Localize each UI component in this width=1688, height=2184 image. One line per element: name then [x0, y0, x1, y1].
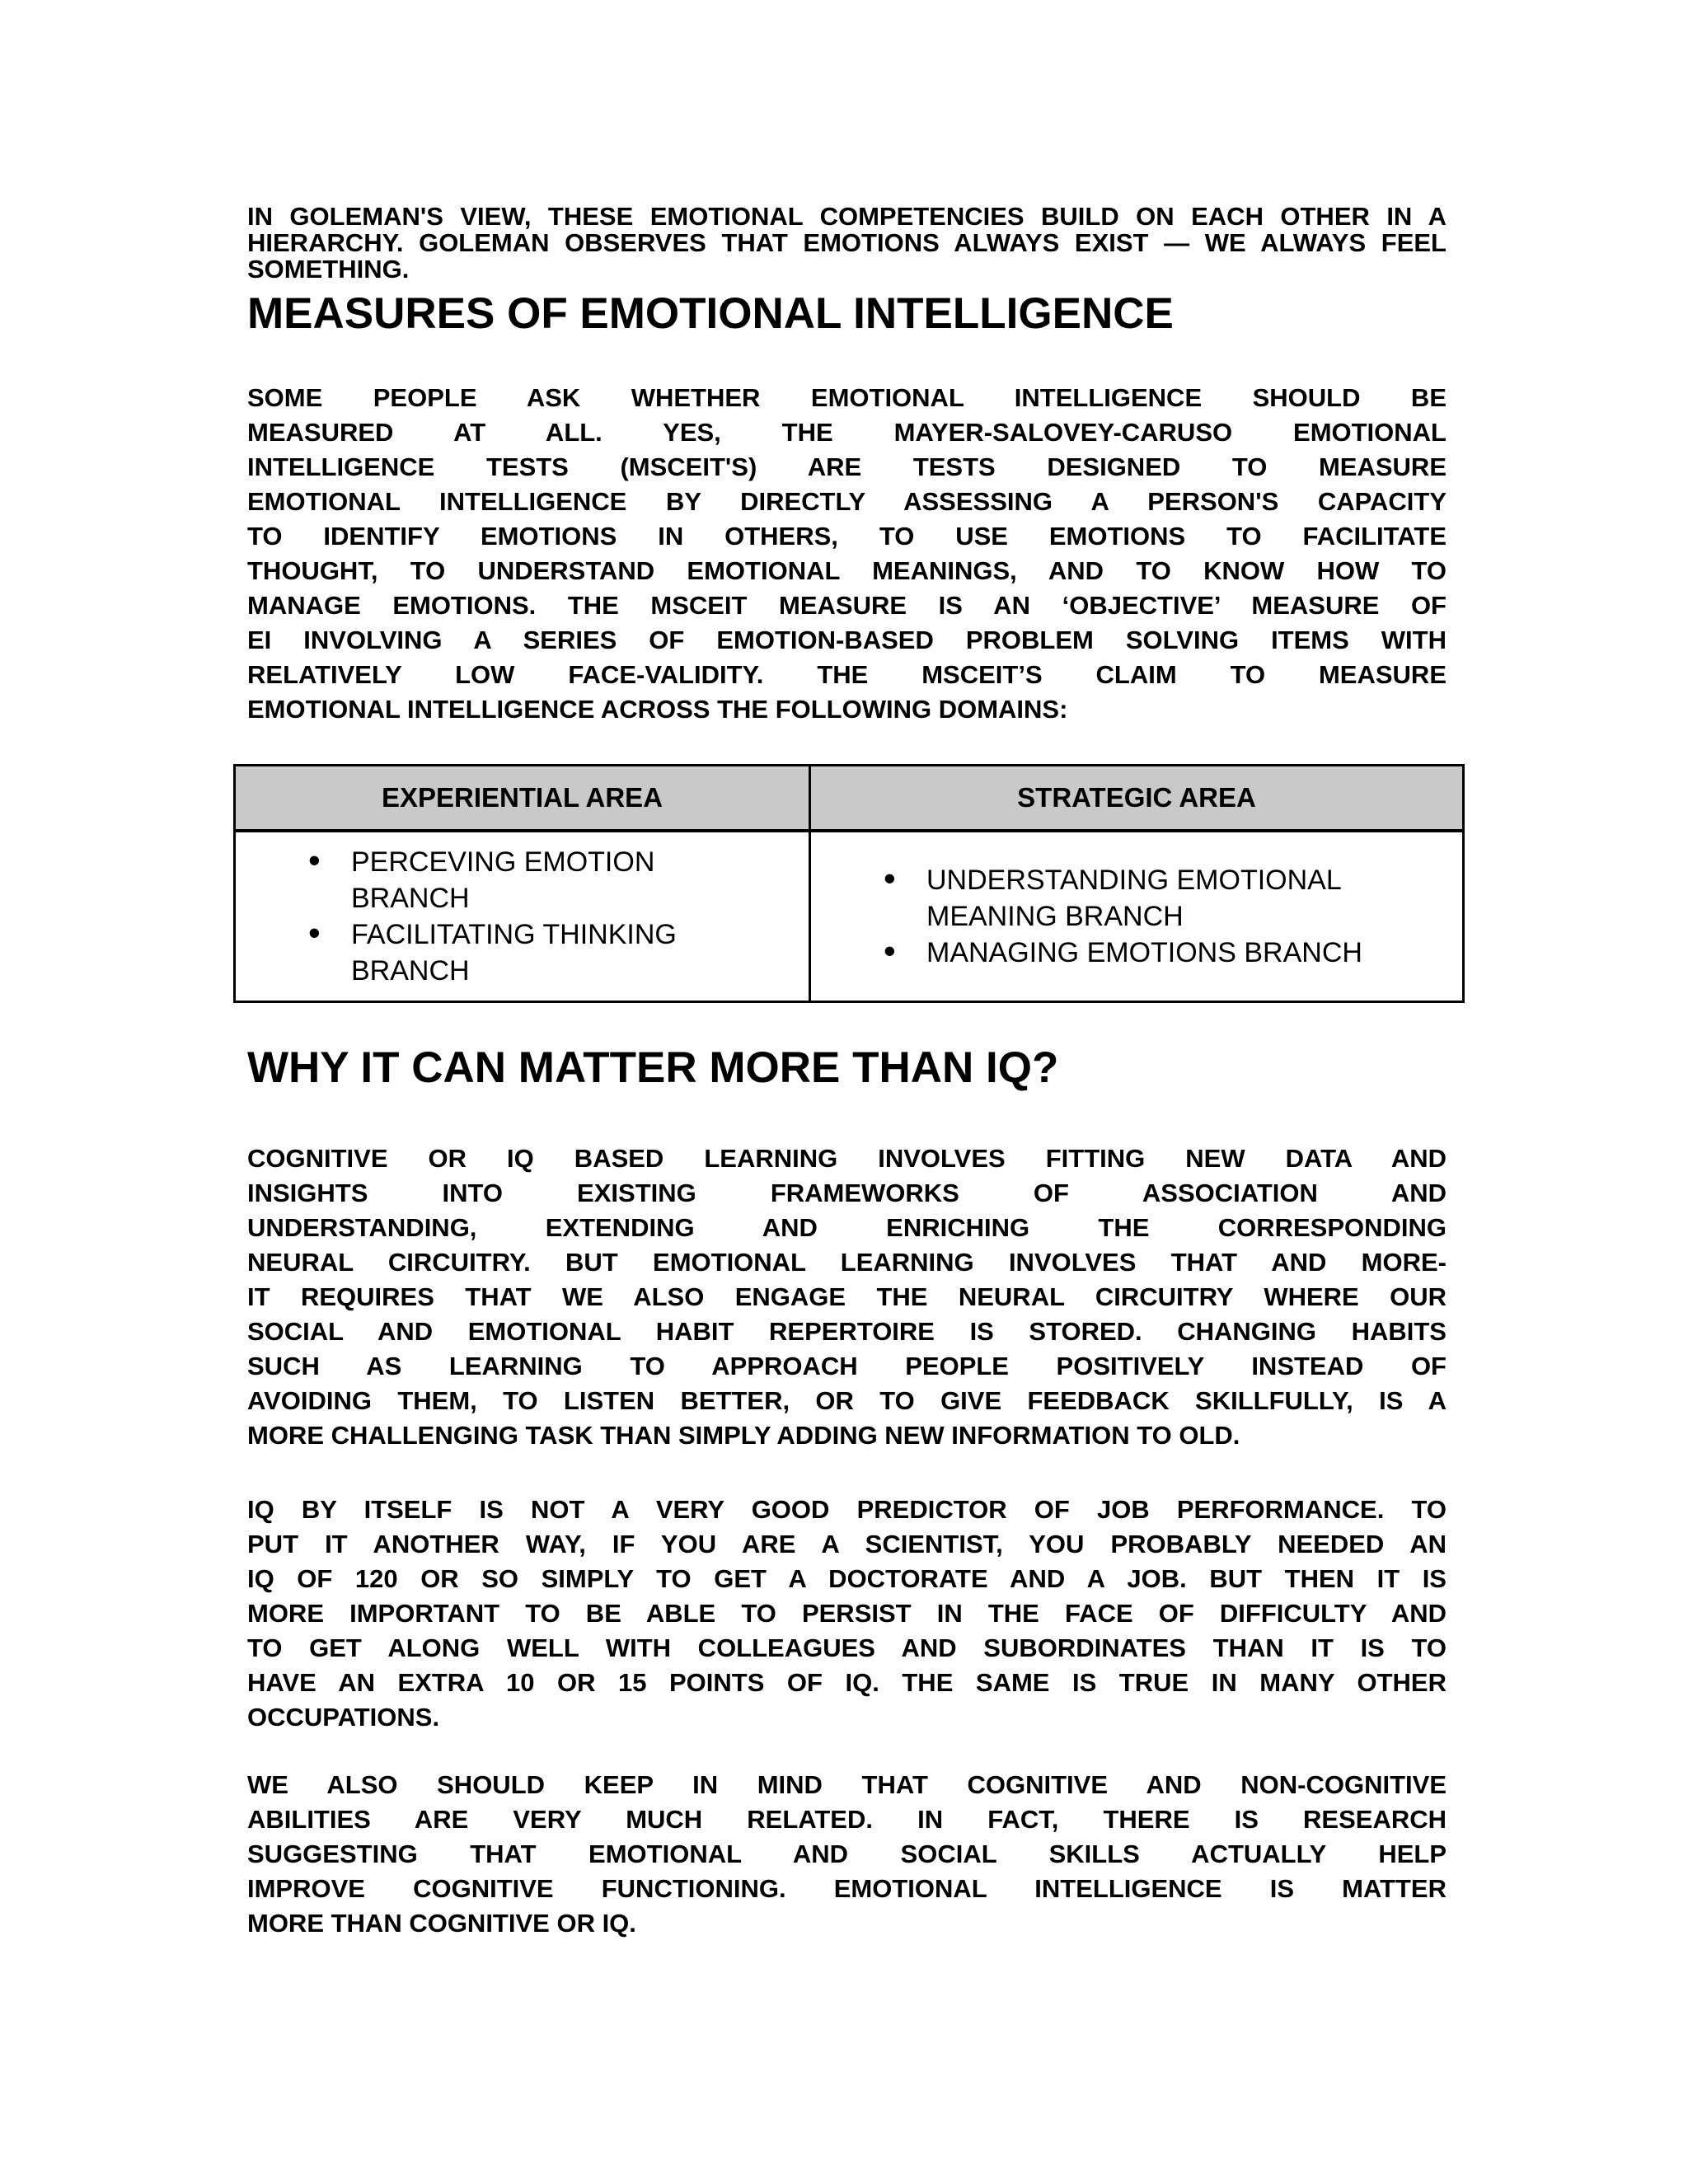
bullet-item: • UNDERSTANDING EMOTIONAL MEANING BRANCH: [884, 859, 1342, 932]
paragraph-line: MANAGE EMOTIONS. THE MSCEIT MEASURE IS AN ‘OBJECTIVE’ MEASURE OF: [247, 591, 1447, 620]
bullet-item: • PERCEVING EMOTION BRANCH: [308, 841, 655, 914]
paragraph-iq-predictor: [247, 1493, 1447, 1735]
bullet-icon: •: [308, 913, 321, 952]
document-body: [247, 0, 1447, 1941]
paragraph-goleman-intro: [247, 204, 1447, 283]
table-header-strategic-area: STRATEGIC AREA: [810, 766, 1464, 832]
bullet-icon: •: [308, 841, 321, 879]
paragraph-cognitive-noncognitive: [247, 1768, 1447, 1941]
paragraph-line: MEASURED AT ALL. YES, THE MAYER-SALOVEY-CARUSO EMOTIONAL: [247, 418, 1447, 447]
table-cell-experiential-branches: [235, 831, 810, 1002]
paragraph-line: IMPROVE COGNITIVE FUNCTIONING. EMOTIONAL INTELLIGENCE IS MATTER: [247, 1874, 1447, 1903]
paragraph-line: MORE CHALLENGING TASK THAN SIMPLY ADDING NEW INFORMATION TO OLD.: [247, 1421, 1240, 1450]
paragraph-line: INTELLIGENCE TESTS (MSCEIT'S) ARE TESTS DESIGNED TO MEASURE: [247, 452, 1447, 481]
paragraph-line: PUT IT ANOTHER WAY, IF YOU ARE A SCIENTIST, YOU PROBABLY NEEDED AN: [247, 1530, 1447, 1558]
paragraph-cognitive-learning: [247, 1141, 1447, 1453]
paragraph-line: TO IDENTIFY EMOTIONS IN OTHERS, TO USE EMOTIONS TO FACILITATE: [247, 522, 1447, 551]
paragraph-line: OCCUPATIONS.: [247, 1703, 440, 1732]
paragraph-line: HIERARCHY. GOLEMAN OBSERVES THAT EMOTIONS ALWAYS EXIST — WE ALWAYS FEEL: [247, 230, 1447, 256]
bullet-item: • FACILITATING THINKING BRANCH: [308, 913, 677, 987]
paragraph-line: RELATIVELY LOW FACE-VALIDITY. THE MSCEIT’S CLAIM TO MEASURE: [247, 660, 1447, 689]
paragraph-line: HAVE AN EXTRA 10 OR 15 POINTS OF IQ. THE SAME IS TRUE IN MANY OTHER: [247, 1668, 1447, 1697]
paragraph-line: WE ALSO SHOULD KEEP IN MIND THAT COGNITIVE AND NON-COGNITIVE: [247, 1770, 1447, 1799]
paragraph-line: SUGGESTING THAT EMOTIONAL AND SOCIAL SKILLS ACTUALLY HELP: [247, 1840, 1447, 1868]
paragraph-line: THOUGHT, TO UNDERSTAND EMOTIONAL MEANINGS, AND TO KNOW HOW TO: [247, 556, 1447, 585]
bullet-icon: •: [884, 931, 896, 970]
paragraph-line: INSIGHTS INTO EXISTING FRAMEWORKS OF ASSOCIATION AND: [247, 1179, 1447, 1207]
paragraph-line: IT REQUIRES THAT WE ALSO ENGAGE THE NEURAL CIRCUITRY WHERE OUR: [247, 1282, 1447, 1311]
paragraph-line: IQ BY ITSELF IS NOT A VERY GOOD PREDICTOR OF JOB PERFORMANCE. TO: [247, 1495, 1447, 1524]
table-body-row: [235, 831, 1464, 1002]
paragraph-msceit: [247, 381, 1447, 727]
paragraph-line: IQ OF 120 OR SO SIMPLY TO GET A DOCTORATE AND A JOB. BUT THEN IT IS: [247, 1564, 1447, 1593]
paragraph-line: EI INVOLVING A SERIES OF EMOTION-BASED PROBLEM SOLVING ITEMS WITH: [247, 626, 1447, 654]
paragraph-line: EMOTIONAL INTELLIGENCE BY DIRECTLY ASSESSING A PERSON'S CAPACITY: [247, 487, 1447, 516]
paragraph-line: UNDERSTANDING, EXTENDING AND ENRICHING THE CORRESPONDING: [247, 1213, 1447, 1242]
paragraph-line: SUCH AS LEARNING TO APPROACH PEOPLE POSITIVELY INSTEAD OF: [247, 1352, 1447, 1380]
paragraph-line: SOCIAL AND EMOTIONAL HABIT REPERTOIRE IS STORED. CHANGING HABITS: [247, 1317, 1447, 1346]
table-header-experiential-area: EXPERIENTIAL AREA: [235, 766, 810, 832]
paragraph-line: NEURAL CIRCUITRY. BUT EMOTIONAL LEARNING INVOLVES THAT AND MORE-: [247, 1248, 1447, 1277]
table-header-row: [235, 766, 1464, 832]
paragraph-line: SOME PEOPLE ASK WHETHER EMOTIONAL INTELLIGENCE SHOULD BE: [247, 383, 1447, 412]
paragraph-line: IN GOLEMAN'S VIEW, THESE EMOTIONAL COMPETENCIES BUILD ON EACH OTHER IN A: [247, 204, 1447, 230]
paragraph-line: MORE THAN COGNITIVE OR IQ.: [247, 1909, 636, 1938]
paragraph-line: AVOIDING THEM, TO LISTEN BETTER, OR TO GIVE FEEDBACK SKILLFULLY, IS A: [247, 1386, 1447, 1415]
paragraph-line: TO GET ALONG WELL WITH COLLEAGUES AND SUBORDINATES THAN IT IS TO: [247, 1633, 1447, 1662]
ei-domains-table: [233, 764, 1465, 1003]
paragraph-line: ABILITIES ARE VERY MUCH RELATED. IN FACT, THERE IS RESEARCH: [247, 1805, 1447, 1834]
table-cell-strategic-branches: [810, 831, 1464, 1002]
bullet-icon: •: [884, 859, 896, 898]
heading-why-it-can-matter: WHY IT CAN MATTER MORE THAN IQ?: [247, 1043, 1059, 1092]
bullet-item: • MANAGING EMOTIONS BRANCH: [884, 931, 1362, 970]
paragraph-line: EMOTIONAL INTELLIGENCE ACROSS THE FOLLOWING DOMAINS:: [247, 695, 1068, 724]
paragraph-line: COGNITIVE OR IQ BASED LEARNING INVOLVES FITTING NEW DATA AND: [247, 1144, 1447, 1173]
paragraph-line: SOMETHING.: [247, 256, 410, 283]
heading-measures-of-emotional-intelligence: MEASURES OF EMOTIONAL INTELLIGENCE: [247, 289, 1174, 338]
paragraph-line: MORE IMPORTANT TO BE ABLE TO PERSIST IN THE FACE OF DIFFICULTY AND: [247, 1599, 1447, 1628]
